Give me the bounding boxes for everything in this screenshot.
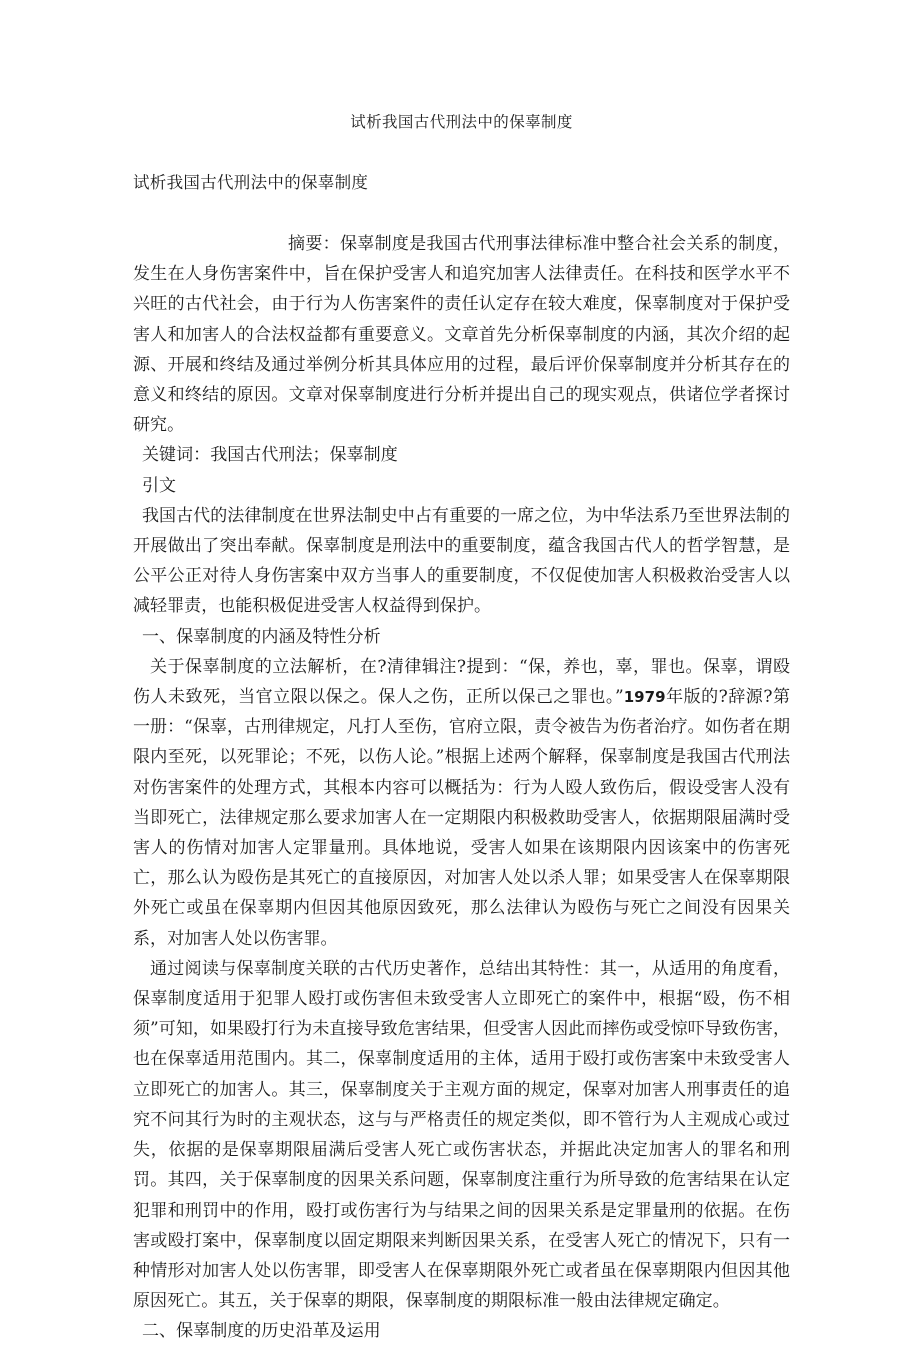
section-one-paragraph-two: 通过阅读与保辜制度关联的古代历史著作，总结出其特性：其一，从适用的角度看，保辜制度适用于犯罪人殴打或伤害但未致受害人立即死亡的案件中，根据“殴，伤不相须”可知，如果殴打行为未直接导致危害结果，但受害人因此而摔伤或受惊吓导致伤害，也在保辜适用范围内。其二，保辜制度适用的主体，适用于殴打或伤害案中未致受害人立即死亡的加害人。其三，保辜制度关于主观方面的规定，保辜对加害人刑事责任的追究不问其行为时的主观状态，这与与严格责任的规定类似，即不管行为人主观成心或过失，依据的是保辜期限届满后受害人死亡或伤害状态，并据此决定加害人的罪名和刑罚。其四，关于保辜制度的因果关系问题，保辜制度注重行为所导致的危害结果在认定犯罪和刑罚中的作用，殴打或伤害行为与结果之间的因果关系是定罪量刑的依据。在伤害或殴打案中，保辜制度以固定期限来判断因果关系，在受害人死亡的情况下，只有一种情形对加害人处以伤害罪，即受害人在保辜期限外死亡或者虽在保辜期限内但因其他原因死亡。其五，关于保辜的期限，保辜制度的期限标准一般由法律规定确定。: [133, 958, 790, 1312]
keywords-line: 关键词：我国古代刑法；保辜制度: [142, 445, 398, 466]
document-content: [133, 0, 790, 1347]
page-title: 试析我国古代刑法中的保辜制度: [350, 113, 573, 131]
section-one-paragraph-one-part-a: 关于保辜制度的立法解析，在?清律辑注?提到：“保，养也，辜，罪也。保辜，谓殴伤人未致死，当官立限以保之。保人之伤，正所以保己之罪也。”: [133, 656, 790, 708]
section-heading-one: 一、保辜制度的内涵及特性分析: [142, 626, 381, 647]
section-one-paragraph-one: [133, 652, 790, 954]
section-heading-two: 二、保辜制度的历史沿革及运用: [142, 1321, 381, 1342]
introduction-heading: 引文: [142, 475, 177, 496]
abstract-paragraph: 摘要：保辜制度是我国古代刑事法律标准中整合社会关系的制度，发生在人身伤害案件中，旨在保护受害人和追究加害人法律责任。在科技和医学水平不兴旺的古代社会，由于行为人伤害案件的责任认定存在较大难度，保辜制度对于保护受害人和加害人的合法权益都有重要意义。文章首先分析保辜制度的内涵，其次介绍的起源、开展和终结及通过举例分析其具体应用的过程，最后评价保辜制度并分析其存在的意义和终结的原因。文章对保辜制度进行分析并提出自己的现实观点，供诸位学者探讨研究。: [133, 234, 790, 436]
citation-year: 1979: [623, 688, 666, 707]
section-one-paragraph-one-part-b: 年版的?辞源?第一册：“保辜，古刑律规定，凡打人至伤，官府立限，责令被告为伤者治疗。如伤者在期限内至死，以死罪论；不死，以伤人论。”根据上述两个解释，保辜制度是我国古代刑法对伤害案件的处理方式，其根本内容可以概括为：行为人殴人致伤后，假设受害人没有当即死亡，法律规定那么要求加害人在一定期限内积极救助受害人，依据期限届满时受害人的伤情对加害人定罪量刑。具体地说，受害人如果在该期限内因该案中的伤害死亡，那么认为殴伤是其死亡的直接原因，对加害人处以杀人罪；如果受害人在保辜期限外死亡或虽在保辜期内但因其他原因致死，那么法律认为殴伤与死亡之间没有因果关系，对加害人处以伤害罪。: [133, 687, 790, 949]
introduction-paragraph: 我国古代的法律制度在世界法制史中占有重要的一席之位，为中华法系乃至世界法制的开展做出了突出奉献。保辜制度是刑法中的重要制度，蕴含我国古代人的哲学智慧，是公平公正对待人身伤害案中双方当事人的重要制度，不仅促使加害人积极救治受害人以减轻罪责，也能积极促进受害人权益得到保护。: [133, 505, 790, 617]
document-subtitle: 试析我国古代刑法中的保辜制度: [133, 173, 369, 193]
